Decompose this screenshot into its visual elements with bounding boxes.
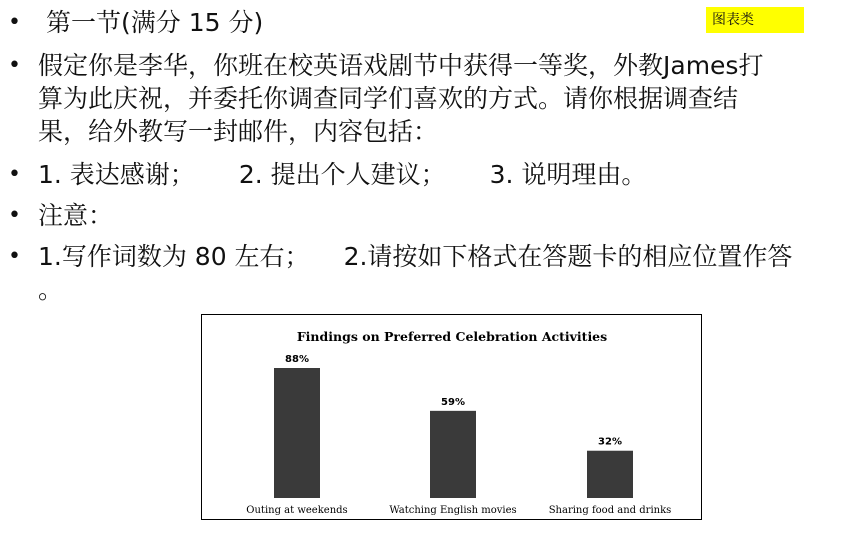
chart-canvas bbox=[202, 315, 703, 521]
bar-value-label-3: 32% bbox=[598, 436, 622, 448]
requirement-period: 。 bbox=[38, 275, 64, 304]
point-reason: 3. 说明理由。 bbox=[489, 160, 647, 189]
bar-value-label-1: 88% bbox=[285, 354, 309, 365]
category-label-1: Outing at weekends bbox=[246, 505, 348, 516]
category-label-2: Watching English movies bbox=[389, 505, 517, 516]
bar-3 bbox=[587, 451, 633, 498]
requirements bbox=[38, 240, 853, 306]
task-description bbox=[38, 49, 853, 148]
bar-2 bbox=[430, 411, 476, 498]
category-tag: 图表类 bbox=[706, 7, 804, 33]
point-thanks: 1. 表达感谢； bbox=[38, 160, 195, 189]
bar-value-label-2: 59% bbox=[441, 396, 465, 408]
bullet-icon: • bbox=[8, 244, 21, 269]
note-label: 注意： bbox=[38, 201, 114, 230]
section-title: 第一节(满分 15 分) bbox=[46, 8, 264, 37]
bullet-icon: • bbox=[8, 10, 21, 35]
bar-chart bbox=[201, 314, 702, 520]
task-line-1: 假定你是李华，你班在校英语戏剧节中获得一等奖，外教James打 bbox=[38, 51, 764, 80]
requirement-word-count: 1.写作词数为 80 左右； bbox=[38, 242, 310, 271]
bar-1 bbox=[274, 368, 320, 498]
bars-layer bbox=[246, 354, 671, 516]
task-line-2: 算为此庆祝，并委托你调查同学们喜欢的方式。请你根据调查结 bbox=[38, 84, 739, 113]
category-label-3: Sharing food and drinks bbox=[548, 505, 672, 516]
requirement-format: 2.请按如下格式在答题卡的相应位置作答 bbox=[343, 242, 793, 271]
task-line-3: 果，给外教写一封邮件，内容包括： bbox=[38, 117, 439, 146]
bullet-icon: • bbox=[8, 53, 21, 78]
bullet-icon: • bbox=[8, 203, 21, 228]
bullet-icon: • bbox=[8, 162, 21, 187]
point-suggestion: 2. 提出个人建议； bbox=[238, 160, 446, 189]
content-points bbox=[38, 158, 853, 191]
chart-title: Findings on Preferred Celebration Activities bbox=[296, 329, 608, 344]
